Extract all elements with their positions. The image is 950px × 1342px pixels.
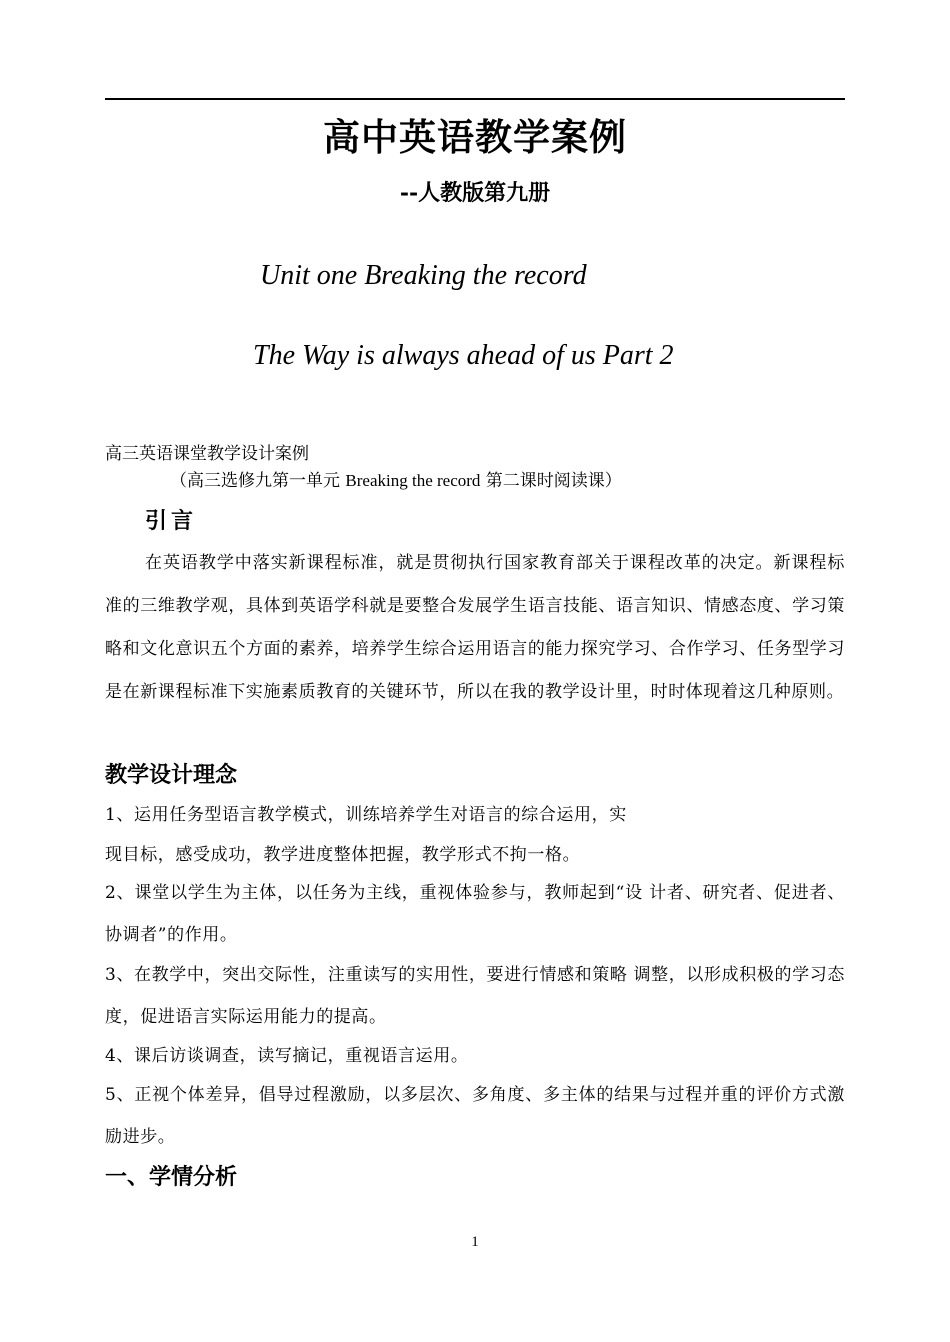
case-sub-english: Breaking the record bbox=[345, 471, 481, 490]
lesson-title: The Way is always ahead of us Part 2 bbox=[253, 340, 674, 371]
case-sub-prefix: （高三选修九第一单元 bbox=[170, 471, 346, 491]
analysis-heading: 一、学情分析 bbox=[105, 1164, 238, 1190]
concept-heading: 教学设计理念 bbox=[105, 762, 238, 788]
concept-item-1-line2: 现目标，感受成功，教学进度整体把握，教学形式不拘一格。 bbox=[105, 845, 581, 865]
concept-item-4: 4、课后访谈调查，读写摘记，重视语言运用。 bbox=[105, 1046, 469, 1066]
concept-item-1-line1: 1、运用任务型语言教学模式，训练培养学生对语言的综合运用，实 bbox=[105, 805, 627, 825]
concept-item-5: 5、正视个体差异，倡导过程激励，以多层次、多角度、多主体的结果与过程并重的评价方式激励进步。 bbox=[105, 1085, 845, 1147]
document-subtitle: --人教版第九册 bbox=[399, 180, 551, 206]
unit-title: Unit one Breaking the record bbox=[260, 260, 587, 291]
case-subtitle bbox=[170, 468, 622, 494]
intro-paragraph: 在英语教学中落实新课程标准，就是贯彻执行国家教育部关于课程改革的决定。新课程标准的三维教学观，具体到英语学科就是要整合发展学生语言技能、语言知识、情感态度、学习策略和文化意识五个方面的素养，培养学生综合运用语言的能力探究学习、合作学习、任务型学习是在新课程标准下实施素质教育的关键环节，所以在我的教学设计里，时时体现着这几种原则。 bbox=[105, 553, 845, 702]
concept-item-3: 3、在教学中，突出交际性，注重读写的实用性，要进行情感和策略 调整，以形成积极的学习态度，促进语言实际运用能力的提高。 bbox=[105, 965, 845, 1027]
case-label: 高三英语课堂教学设计案例 bbox=[105, 444, 309, 464]
document-title: 高中英语教学案例 bbox=[323, 115, 627, 159]
header-rule bbox=[105, 98, 845, 100]
page-number: 1 bbox=[471, 1234, 479, 1250]
intro-heading: 引言 bbox=[145, 508, 198, 534]
concept-item-2: 2、课堂以学生为主体，以任务为主线，重视体验参与，教师起到“设 计者、研究者、促进者、协调者”的作用。 bbox=[105, 883, 845, 945]
case-sub-suffix: 第二课时阅读课） bbox=[480, 471, 622, 491]
